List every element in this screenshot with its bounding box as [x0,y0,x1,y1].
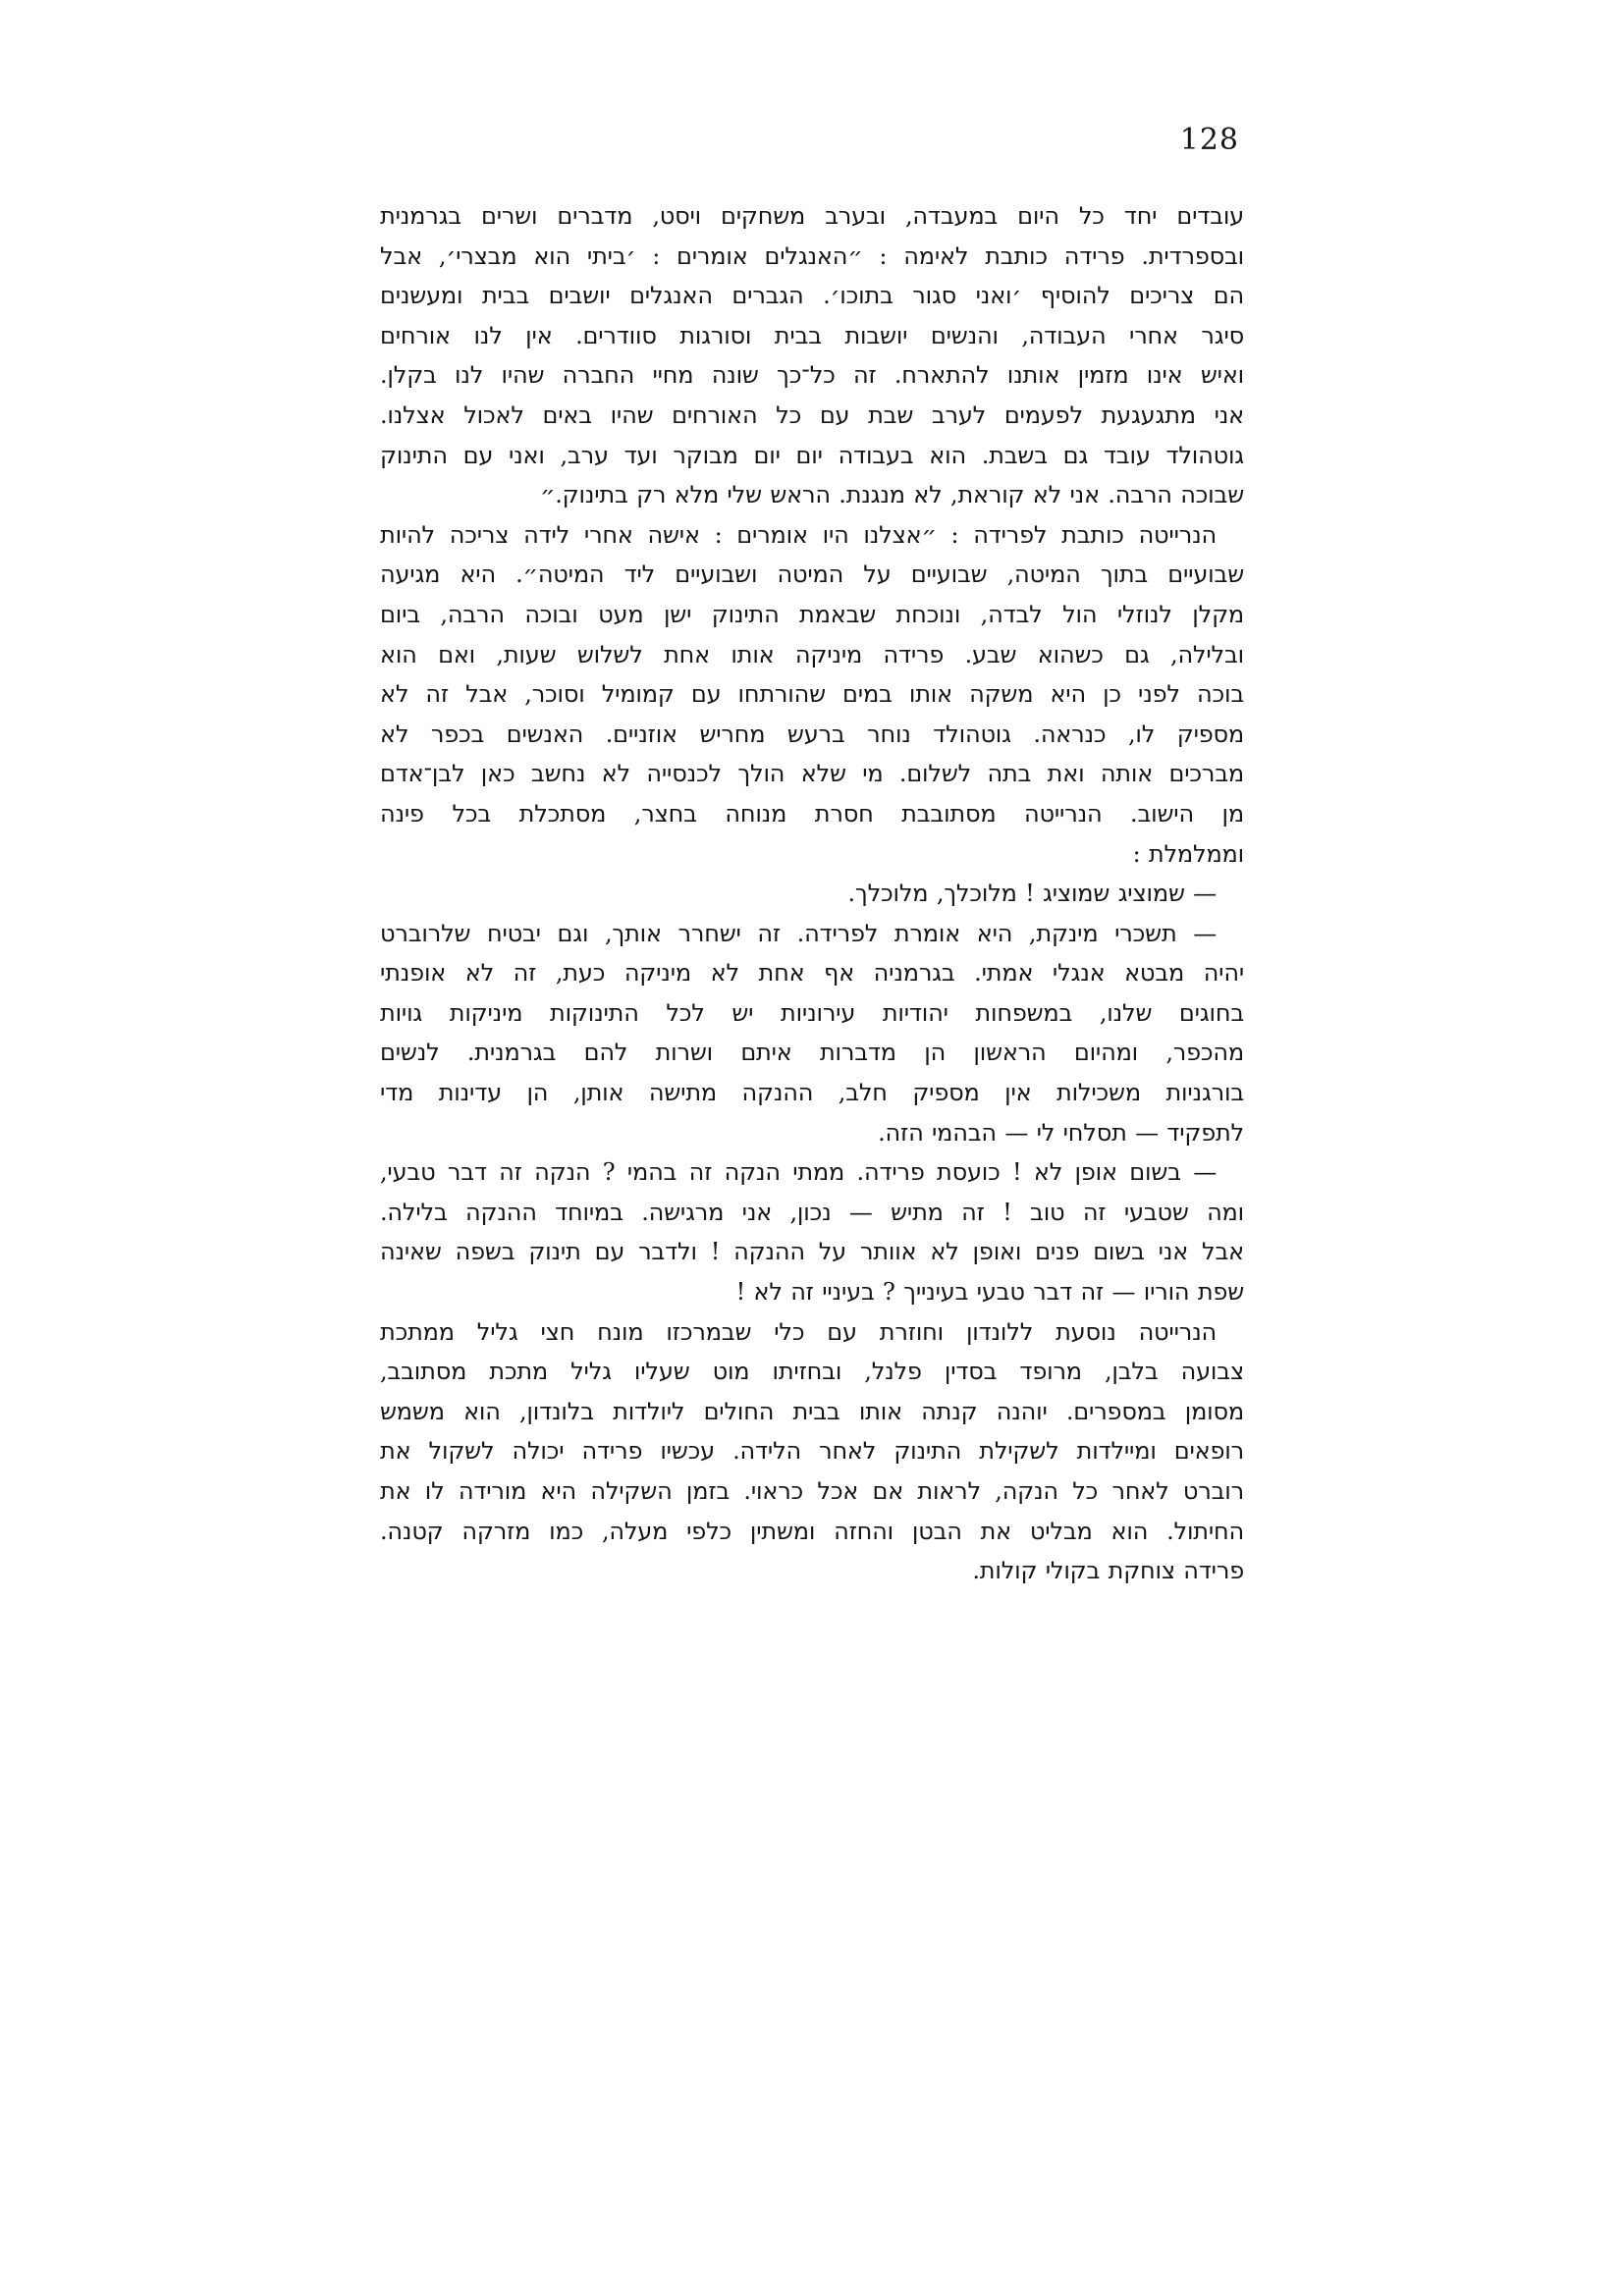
text-line: שפת הוריו — זה דבר טבעי בעינייך ? בעיניי זה לא ! [735,1278,1244,1307]
text-line: מסומן במספרים. יוהנה קנתה אותו בבית החולים ליולדות בלונדון, הוא משמש [380,1397,1244,1425]
text-line: אני מתגעגעת לפעמים לערב שבת עם כל האורחים שהיו באים לאכול אצלנו. [380,400,1244,429]
text-line: בחוגים שלנו, במשפחות יהודיות עירוניות יש לכל התינוקות מיניקות גויות [380,998,1244,1027]
text-line: גוטהולד עובד גם בשבת. הוא בעבודה יום יום מבוקר ועד ערב, ואני עם התינוק [380,441,1244,469]
text-line: הם צריכים להוסיף ׳ואני סגור בתוכו׳. הגברים האנגלים יושבים בבית ומעשנים [380,282,1244,310]
text-line: רופאים ומיילדות לשקילת התינוק לאחר הלידה. עכשיו פרידה יכולה לשקול את [380,1437,1244,1466]
text-line: ובספרדית. פרידה כותבת לאימה : ״האנגלים אומרים : ׳ביתי הוא מבצרי׳, אבל [380,241,1244,270]
text-line: מקלן לנוזלי הול לבדה, ונוכחת שבאמת התינוק ישן מעט ובוכה הרבה, ביום [380,600,1244,628]
text-line: מן הישוב. הנרייטה מסתובבת חסרת מנוחה בחצר, מסתכלת בכל פינה [380,799,1244,828]
text-line: שבוכה הרבה. אני לא קוראת, לא מנגנת. הראש שלי מלא רק בתינוק.״ [539,481,1244,509]
text-line: סיגר אחרי העבודה, והנשים יושבות בבית וסורגות סוודרים. אין לנו אורחים [380,321,1244,349]
text-line: ומה שטבעי זה טוב ! זה מתיש — נכון, אני מרגישה. במיוחד ההנקה בלילה. [380,1198,1244,1226]
page-number: 128 [1179,123,1239,157]
text-line: מספיק לו, כנראה. גוטהולד נוחר ברעש מחריש אוזניים. האנשים בכפר לא [380,720,1244,748]
text-line: — בשום אופן לא ! כועסת פרידה. ממתי הנקה זה בהמי ? הנקה זה דבר טבעי, [380,1158,1217,1187]
text-line: הנרייטה כותבת לפרידה : ״אצלנו היו אומרים : אישה אחרי לידה צריכה להיות [380,520,1217,549]
text-line: — שמוציג שמוציג ! מלוכלך, מלוכלך. [847,880,1217,908]
text-body [380,196,1244,1591]
text-line: — תשכרי מינקת, היא אומרת לפרידה. זה ישחרר אותך, וגם יבטיח שלרוברט [380,919,1217,947]
text-line: ובלילה, גם כשהוא שבע. פרידה מיניקה אותו אחת לשלוש שעות, ואם הוא [380,640,1244,668]
text-line: וממלמלת : [1132,839,1244,868]
text-line: צבועה בלבן, מרופד בסדין פלנל, ובחזיתו מוט שעליו גליל מתכת מסתובב, [380,1358,1244,1386]
text-line: הנרייטה נוסעת ללונדון וחוזרת עם כלי שבמרכזו מונח חצי גליל ממתכת [380,1317,1217,1346]
text-line: שבועיים בתוך המיטה, שבועיים על המיטה ושבועיים ליד המיטה״. היא מגיעה [380,561,1244,589]
text-line: פרידה צוחקת בקולי קולות. [972,1557,1244,1585]
text-line: אבל אני בשום פנים ואופן לא אוותר על ההנקה ! ולדבר עם תינוק בשפה שאינה [380,1238,1244,1266]
text-line: רוברט לאחר כל הנקה, לראות אם אכל כראוי. בזמן השקילה היא מורידה לו את [380,1477,1244,1505]
text-line: יהיה מבטא אנגלי אמתי. בגרמניה אף אחת לא מיניקה כעת, זה לא אופנתי [380,959,1244,988]
text-line: לתפקיד — תסלחי לי — הבהמי הזה. [878,1118,1244,1147]
text-line: עובדים יחד כל היום במעבדה, ובערב משחקים ויסט, מדברים ושרים בגרמנית [380,202,1244,230]
text-line: החיתול. הוא מבליט את הבטן והחזה ומשתין כלפי מעלה, כמו מזרקה קטנה. [380,1517,1244,1545]
text-line: בורגניות משכילות אין מספיק חלב, ההנקה מתישה אותן, הן עדינות מדי [380,1079,1244,1107]
text-line: מהכפר, ומהיום הראשון הן מדברות איתם ושרות להם בגרמנית. לנשים [380,1039,1244,1067]
text-line: ואיש אינו מזמין אותנו להתארח. זה כל־כך שונה מחיי החברה שהיו לנו בקלן. [380,361,1244,390]
text-line: מברכים אותה ואת בתה לשלום. מי שלא הולך לכנסייה לא נחשב כאן לבן־אדם [380,760,1244,788]
text-line: בוכה לפני כן היא משקה אותו במים שהורתחו עם קמומיל וסוכר, אבל זה לא [380,680,1244,709]
